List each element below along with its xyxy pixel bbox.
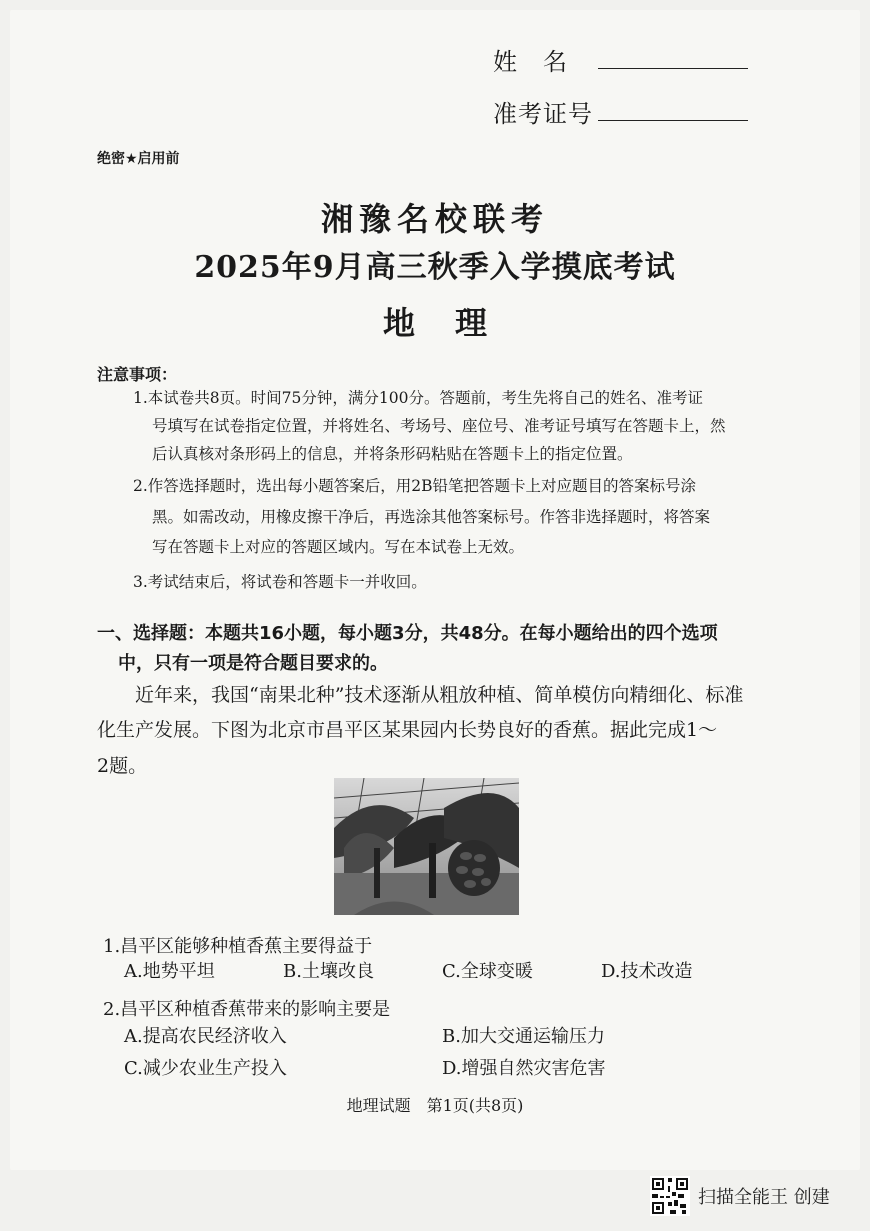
q1-option-b: B.土壤改良 — [283, 961, 374, 982]
secret-mark: 绝密★启用前 — [97, 151, 180, 167]
q1-option-c: C.全球变暖 — [442, 961, 533, 982]
qr-code-icon — [650, 1176, 690, 1216]
section-heading: 一、选择题：本题共16小题，每小题3分，共48分。在每小题给出的四个选项 — [97, 623, 718, 644]
section-heading-cont: 中，只有一项是符合题目要求的。 — [118, 653, 388, 674]
notice-item: 2.作答选择题时，选出每小题答案后，用2B铅笔把答题卡上对应题目的答案标号涂 — [133, 477, 697, 495]
name-line[interactable] — [598, 68, 748, 69]
passage-line: 近年来，我国“南果北种”技术逐渐从粗放种植、简单模仿向精细化、标准 — [135, 684, 744, 706]
banana-photo — [334, 778, 519, 915]
notice-item: 写在答题卡上对应的答题区域内。写在本试卷上无效。 — [152, 538, 525, 556]
notice-heading: 注意事项： — [97, 365, 178, 384]
banana-photo-icon — [334, 778, 519, 915]
notice-item: 黑。如需改动，用橡皮擦干净后，再选涂其他答案标号。作答非选择题时，将答案 — [152, 508, 711, 526]
q1-option-d: D.技术改造 — [601, 961, 693, 982]
scanner-watermark-text: 扫描全能王 创建 — [698, 1187, 830, 1208]
exam-id-line[interactable] — [598, 120, 748, 121]
q2-option-b: B.加大交通运输压力 — [442, 1026, 605, 1047]
subject-title: 地理 — [382, 304, 527, 342]
q1-option-a: A.地势平坦 — [124, 961, 215, 982]
question-2-stem: 2.昌平区种植香蕉带来的影响主要是 — [103, 999, 391, 1020]
notice-item: 1.本试卷共8页。时间75分钟，满分100分。答题前，考生先将自己的姓名、准考证 — [133, 389, 703, 407]
name-label: 姓 名 — [493, 48, 568, 76]
exam-title: 湘豫名校联考 — [320, 200, 549, 238]
passage-line: 2题。 — [97, 755, 148, 777]
exam-id-label: 准考证号 — [493, 100, 593, 128]
scanner-watermark — [650, 1176, 830, 1216]
exam-subtitle: 2025年9月高三秋季入学摸底考试 — [194, 250, 676, 285]
notice-item: 号填写在试卷指定位置，并将姓名、考场号、座位号、准考证号填写在答题卡上，然 — [152, 417, 726, 435]
notice-item: 3.考试结束后，将试卷和答题卡一并收回。 — [133, 573, 427, 591]
passage-line: 化生产发展。下图为北京市昌平区某果园内长势良好的香蕉。据此完成1～ — [97, 719, 718, 741]
q2-option-d: D.增强自然灾害危害 — [442, 1058, 606, 1079]
question-1-stem: 1.昌平区能够种植香蕉主要得益于 — [103, 936, 373, 957]
page-footer: 地理试题 第1页(共8页) — [346, 1096, 524, 1115]
q2-option-c: C.减少农业生产投入 — [124, 1058, 287, 1079]
q2-option-a: A.提高农民经济收入 — [124, 1026, 287, 1047]
notice-item: 后认真核对条形码上的信息，并将条形码粘贴在答题卡上的指定位置。 — [152, 445, 633, 463]
